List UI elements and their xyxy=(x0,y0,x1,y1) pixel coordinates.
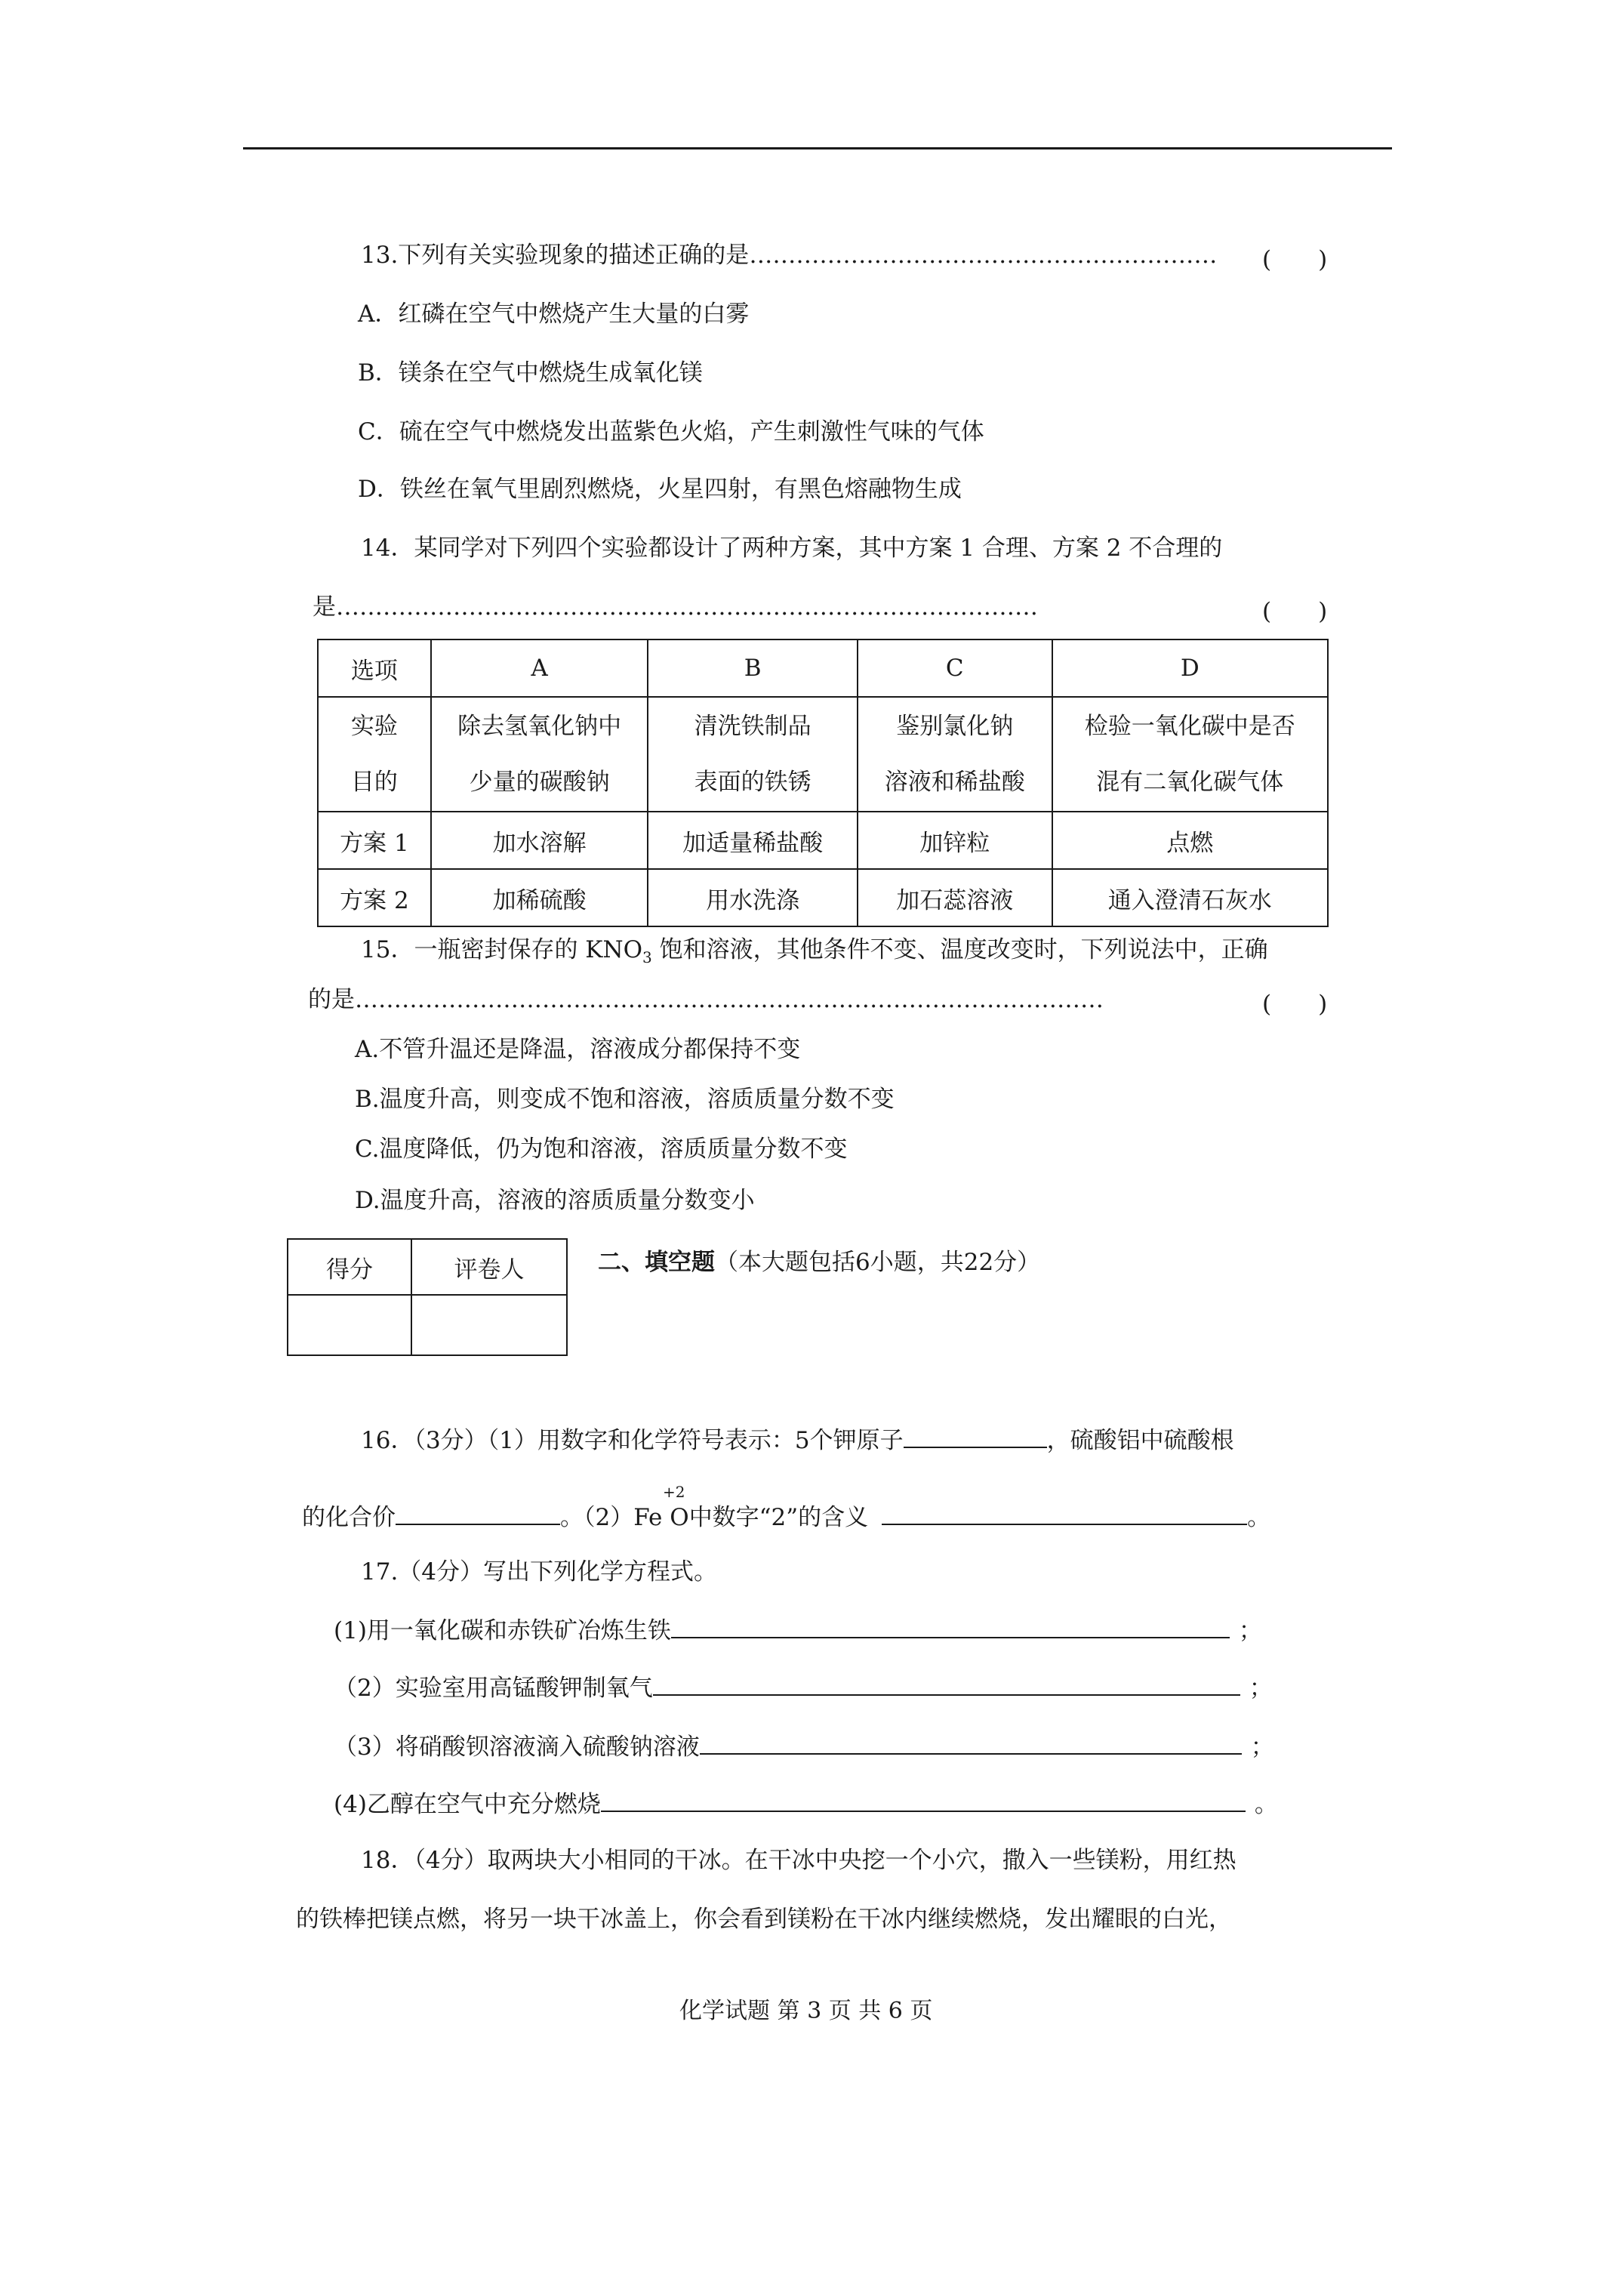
leader-dots: ……………………………………………………………………………… xyxy=(336,593,1038,621)
table-header-cell: B xyxy=(648,639,858,697)
score-label: 得分 xyxy=(288,1239,411,1295)
q17-blank-3[interactable] xyxy=(700,1730,1242,1755)
header-rule xyxy=(243,147,1392,149)
section-title-text: 二、填空题 xyxy=(598,1249,715,1276)
grader-label: 评卷人 xyxy=(411,1239,567,1295)
table-cell: 加水溶解 xyxy=(431,812,648,869)
table-header-cell: A xyxy=(431,639,648,697)
q18-line1: 18．（4分）取两块大小相同的干冰。在干冰中央挖一个小穴，撒入一些镁粉，用红热 xyxy=(361,1847,1236,1874)
q14-experiment-table xyxy=(317,639,1329,927)
q14-answer-paren[interactable]: ( ) xyxy=(1262,598,1328,625)
table-cell: 检验一氧化碳中是否 混有二氧化碳气体 xyxy=(1052,697,1328,812)
score-box xyxy=(287,1238,568,1356)
q13-stem xyxy=(361,240,1217,270)
page-footer: 化学试题 第 3 页 共 6 页 xyxy=(679,1998,933,2024)
q18-line2: 的铁棒把镁点燃，将另一块干冰盖上，你会看到镁粉在干冰内继续燃烧，发出耀眼的白光， xyxy=(296,1906,1232,1933)
table-cell: 清洗铁制品 表面的铁锈 xyxy=(648,697,858,812)
q17-blank-4[interactable] xyxy=(601,1788,1246,1812)
q15-option-d: D.温度升高，溶液的溶质质量分数变小 xyxy=(355,1187,755,1214)
q17-blank-2[interactable] xyxy=(653,1672,1240,1696)
q16-line1: 16．（3分）（1）用数字和化学符号表示：5个钾原子 ，硫酸铝中硫酸根 xyxy=(361,1424,1234,1456)
q17-blank-1[interactable] xyxy=(671,1614,1230,1638)
q13-option-a: A．红磷在空气中燃烧产生大量的白雾 xyxy=(358,300,750,328)
table-row-plan2 xyxy=(318,869,1328,926)
table-cell: 加锌粒 xyxy=(858,812,1052,869)
table-cell: 加适量稀盐酸 xyxy=(648,812,858,869)
table-header-row xyxy=(318,639,1328,697)
q15-stem-line2-text: 的是 xyxy=(308,986,355,1013)
q14-stem-line2-text: 是 xyxy=(313,593,336,621)
q13-stem-text: 13.下列有关实验现象的描述正确的是 xyxy=(361,242,750,269)
fe-symbol: Fe xyxy=(633,1504,663,1531)
q15-answer-paren[interactable]: ( ) xyxy=(1262,991,1328,1018)
table-cell: 通入澄清石灰水 xyxy=(1052,869,1328,926)
leader-dots: …………………………………………………… xyxy=(749,242,1218,269)
table-cell: 除去氢氧化钠中 少量的碳酸钠 xyxy=(431,697,648,812)
table-row-label: 实验 目的 xyxy=(318,697,431,812)
table-cell: 加稀硫酸 xyxy=(431,869,648,926)
q14-stem-line2 xyxy=(313,592,1038,622)
q13-option-d: D．铁丝在氧气里剧烈燃烧，火星四射，有黑色熔融物生成 xyxy=(358,476,962,503)
q16-blank-3[interactable] xyxy=(882,1501,1247,1525)
table-header-cell: 选项 xyxy=(318,639,431,697)
q17-stem: 17.（4分）写出下列化学方程式。 xyxy=(361,1558,718,1586)
table-row-plan1 xyxy=(318,812,1328,869)
score-field[interactable] xyxy=(288,1295,411,1355)
q16-line2: 的化合价 。（2）Fe O中数字“2”的含义 。 xyxy=(302,1501,1270,1533)
table-cell: 用水洗涤 xyxy=(648,869,858,926)
q17-item-1: (1)用一氧化碳和赤铁矿冶炼生铁 ； xyxy=(334,1614,1262,1646)
table-cell: 点燃 xyxy=(1052,812,1328,869)
table-header-cell: D xyxy=(1052,639,1328,697)
q15-option-b: B.温度升高，则变成不饱和溶液，溶质质量分数不变 xyxy=(355,1086,895,1113)
table-row-label: 方案 2 xyxy=(318,869,431,926)
q15-stem-line1: 15．一瓶密封保存的 $KNO_3$ 饱和溶液，其他条件不变、温度改变时，下列说法中，正确 xyxy=(361,936,1268,967)
q13-answer-paren[interactable]: ( ) xyxy=(1262,246,1328,273)
q17-item-4: (4)乙醇在空气中充分燃烧 。 xyxy=(334,1788,1278,1820)
q17-item-2: （2）实验室用高锰酸钾制氧气 ； xyxy=(334,1672,1273,1703)
q16-blank-2[interactable] xyxy=(396,1501,560,1525)
leader-dots: …………………………………………………………………………………… xyxy=(355,986,1104,1013)
q13-option-c: C．硫在空气中燃烧发出蓝紫色火焰，产生刺激性气味的气体 xyxy=(358,418,984,445)
table-header-cell: C xyxy=(858,639,1052,697)
q17-item-3: （3）将硝酸钡溶液滴入硫酸钠溶液 ； xyxy=(334,1730,1274,1762)
q13-option-b: B．镁条在空气中燃烧生成氧化镁 xyxy=(358,359,703,387)
o-symbol: O xyxy=(670,1504,689,1531)
q15-option-c: C.温度降低，仍为饱和溶液，溶质质量分数不变 xyxy=(355,1136,848,1163)
section-title xyxy=(598,1247,1040,1277)
q15-stem-line2 xyxy=(308,985,1104,1015)
table-cell: 加石蕊溶液 xyxy=(858,869,1052,926)
q14-stem-line1: 14．某同学对下列四个实验都设计了两种方案，其中方案 1 合理、方案 2 不合理的 xyxy=(361,535,1223,562)
section-note: （本大题包括6小题，共22分） xyxy=(715,1249,1041,1276)
table-cell: 鉴别氯化钠 溶液和稀盐酸 xyxy=(858,697,1052,812)
table-row-purpose xyxy=(318,697,1328,812)
q15-option-a: A.不管升温还是降温，溶液成分都保持不变 xyxy=(355,1036,801,1063)
table-row-label: 方案 1 xyxy=(318,812,431,869)
q16-blank-1[interactable] xyxy=(904,1424,1047,1448)
fe-valence: +2 xyxy=(663,1483,685,1501)
grader-field[interactable] xyxy=(411,1295,567,1355)
